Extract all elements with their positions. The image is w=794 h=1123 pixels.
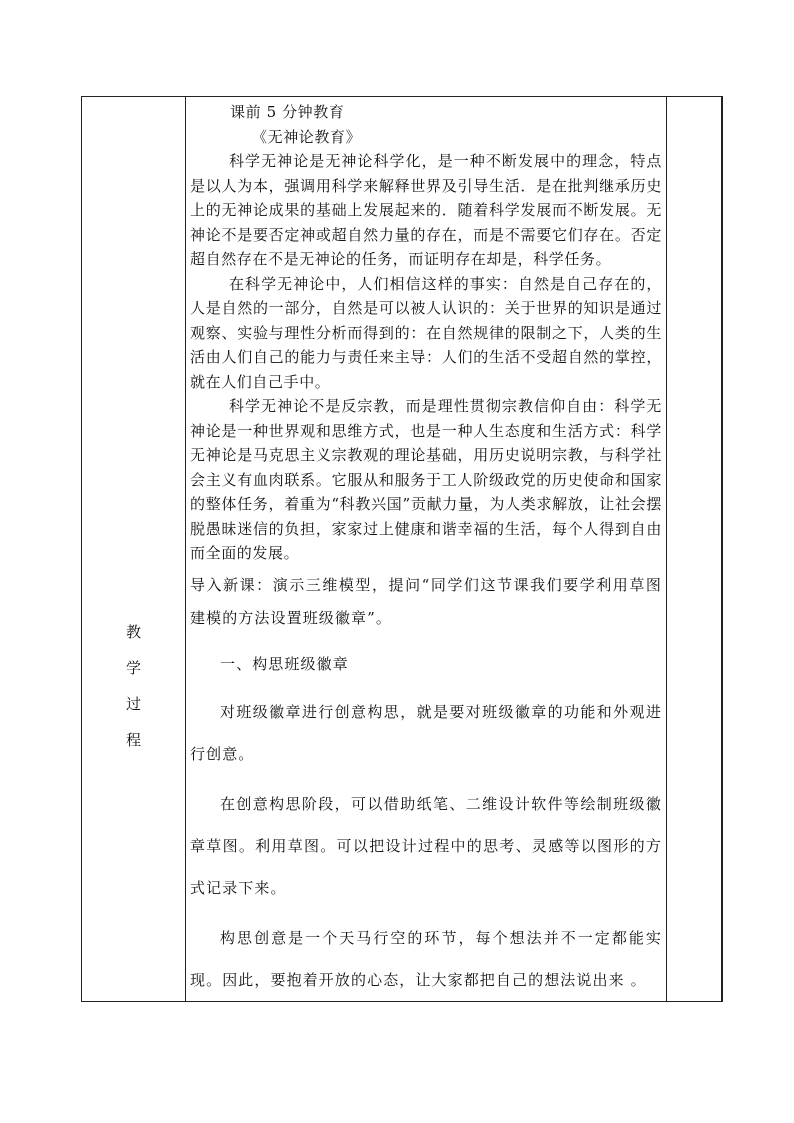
paragraph: 科学无神论是无神论科学化，是一种不断发展中的理念，特点是以人为本，强调用科学来解释世界及引导生活．是在批判继承历史上的无神论成果的基础上发展起来的．随着科学发展而不断发展。无神论不是要否定神或超自然力量的存在，而是不需要它们存在。否定超自然存在不是无神论的任务，而证明存在却是，科学任务。 <box>190 152 662 268</box>
lesson-table <box>81 96 723 1002</box>
intro-paragraph: 导入新课：演示三维模型，提问“同学们这节课我们要学利用草图建模的方法设置班级徽章”。 <box>190 575 662 627</box>
content-cell <box>186 97 667 1002</box>
label-char: 教 <box>125 623 141 641</box>
label-char: 程 <box>125 731 141 749</box>
label-char: 过 <box>125 695 141 713</box>
paragraph: 科学无神论不是反宗教，而是理性贯彻宗教信仰自由：科学无神论是一种世界观和思维方式，也是一种人生态度和生活方式：科学无神论是马克思主义宗教观的理论基础，用历史说明宗教，与科学社会主义有血肉联系。它服从和服务于工人阶级政党的历史使命和国家的整体任务，着重为“科教兴国”贡献力量，为人类求解放，让社会摆脱愚昧迷信的负担，家家过上健康和谐幸福的生活，每个人得到自由而全面的发展。 <box>190 397 662 562</box>
section-paragraph: 在创意构思阶段，可以借助纸笔、二维设计软件等绘制班级徽章草图。利用草图。可以把设计过程中的思考、灵感等以图形的方式记录下来。 <box>190 794 662 897</box>
section-label-cell <box>82 97 186 1002</box>
label-char: 学 <box>125 659 141 677</box>
heading: 课前 5 分钟教育 <box>230 103 345 121</box>
paragraph: 在科学无神论中，人们相信这样的事实：自然是自己存在的，人是自然的一部分，自然是可以被人认识的：关于世界的知识是通过观察、实验与理性分析而得到的：在自然规律的限制之下，人类的生活由人们自己的能力与责任来主导：人们的生活不受超自然的掌控，就在人们自己手中。 <box>190 274 662 391</box>
lesson-content <box>186 97 666 1001</box>
section-paragraph: 对班级徽章进行创意构思，就是要对班级徽章的功能和外观进行创意。 <box>190 702 662 763</box>
teaching-process-label <box>82 614 185 758</box>
section-title: 一、构思班级徽章 <box>220 654 349 673</box>
notes-cell <box>667 97 723 1002</box>
section-paragraph: 构思创意是一个天马行空的环节，每个想法并不一定都能实现。因此，要抱着开放的心态，让大家都把自己的想法说出来 。 <box>190 928 662 989</box>
subheading: 《无神论教育》 <box>252 127 362 146</box>
